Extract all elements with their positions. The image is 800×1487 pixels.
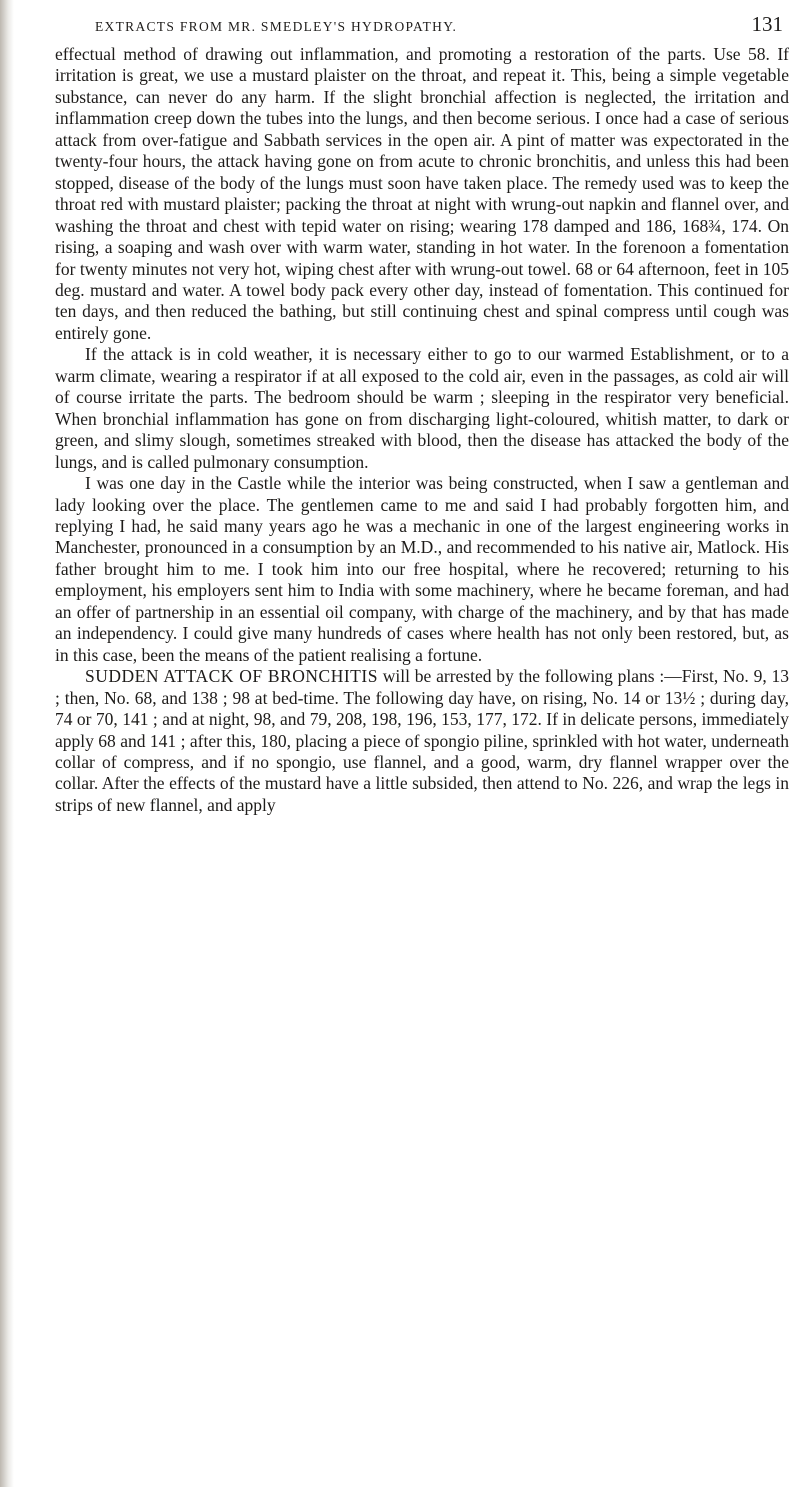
paragraph-sudden-attack [55,666,789,816]
section-text: will be arrested by the following plans :—First, No. 9, 13 ; then, No. 68, and 138 ; 98 at bed-time. The following day have, on rising, No. 14 or 13½ ; during day, 74 or 70, 141 ; and at night, 98, and 79, 208, 198, 196, 153, 177, 172. If in delicate persons, immediately apply 68 and 141 ; after this, 180, placing a piece of spongio piline, sprinkled with hot water, underneath collar of compress, and if no spongio, use flannel, and a good, warm, dry flannel wrapper over the collar. After the effects of the mustard have a little subsided, then attend to No. 226, and wrap the legs in strips of new flannel, and apply [55,666,790,815]
page-body [55,44,789,816]
paragraph-castle-anecdote: I was one day in the Castle while the interior was being constructed, when I saw a gentleman and lady looking over the place. The gentlemen came to me and said I had probably forgotten him, and replying I had, he said many years ago he was a mechanic in one of the largest engineering works in Manchester, pronounced in a consumption by an M.D., and recommended to his native air, Matlock. His father brought him to me. I took him into our free hospital, where he recovered; returning to his employment, his employers sent him to India with some machinery, where he became foreman, and had an offer of partnership in an essential oil company, with charge of the machinery, and by that has made an independency. I could give many hundreds of cases where health has not only been restored, but, as in this case, been the means of the patient realising a fortune. [55,473,789,665]
section-lead-heading: SUDDEN ATTACK OF BRONCHITIS [85,666,378,687]
page-binding-edge [0,0,14,1487]
running-head: EXTRACTS FROM MR. SMEDLEY'S HYDROPATHY. [95,19,458,34]
paragraph-continued: effectual method of drawing out inflammation, and promoting a restoration of the parts. Use 58. If irritation is great, we use a mustard plaister on the throat, and repeat it. This, being a simple vegetable substance, can never do any harm. If the slight bronchial affection is neglected, the irritation and inflammation creep down the tubes into the lungs, and then become serious. I once had a case of serious attack from over-fatigue and Sabbath services in the open air. A pint of matter was expectorated in the twenty-four hours, the attack having gone on from acute to chronic bronchitis, and unless this had been stopped, disease of the body of the lungs must soon have taken place. The remedy used was to keep the throat red with mustard plaister; packing the throat at night with wrung-out napkin and flannel over, and washing the throat and chest with tepid water on rising; wearing 178 damped and 186, 168¾, 174. On rising, a soaping and wash over with warm water, standing in hot water. In the forenoon a fomentation for twenty minutes not very hot, wiping chest after with wrung-out towel. 68 or 64 afternoon, feet in 105 deg. mustard and water. A towel body pack every other day, instead of fomentation. This continued for ten days, and then reduced the bathing, but still continuing chest and spinal compress until cough was entirely gone. [55,44,789,343]
page-number: 131 [751,12,783,36]
page-header [95,12,783,37]
paragraph-cold-weather: If the attack is in cold weather, it is necessary either to go to our warmed Establishment, or to a warm climate, wearing a respirator if at all exposed to the cold air, even in the passages, as cold air will of course irritate the parts. The bedroom should be warm ; sleeping in the respirator very beneficial. When bronchial inflammation has gone on from discharging light-coloured, whitish matter, to dark or green, and slimy slough, sometimes streaked with blood, then the disease has attacked the body of the lungs, and is called pulmonary consumption. [55,344,789,472]
